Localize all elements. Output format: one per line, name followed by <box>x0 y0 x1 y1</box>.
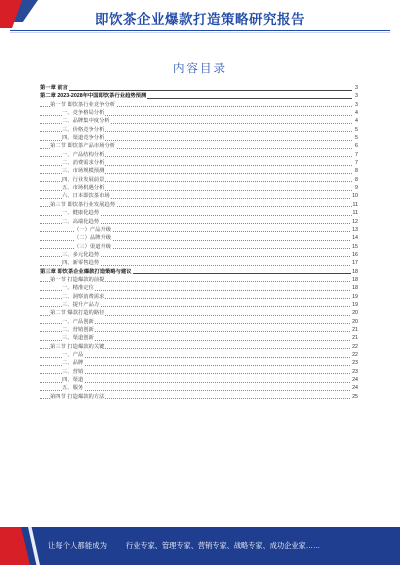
toc-entry-page: 22 <box>352 343 358 350</box>
footer-stripe <box>28 527 40 565</box>
toc-entry-page: 18 <box>352 276 358 283</box>
toc-entry-page: 23 <box>352 368 358 375</box>
toc-entry-label: 三、营销 <box>62 368 84 375</box>
toc-entry-label: 三、渠道创新 <box>62 335 94 342</box>
toc-entry-page: 4 <box>355 110 358 117</box>
toc-entry-page: 11 <box>352 201 358 208</box>
toc-leader <box>40 365 352 366</box>
toc-entry[interactable] <box>40 318 358 326</box>
toc-entry[interactable] <box>40 368 358 376</box>
toc-entry[interactable] <box>40 201 358 209</box>
toc-entry[interactable] <box>40 384 358 392</box>
toc-entry-label: 五、服务 <box>62 385 84 392</box>
toc-entry-label: 第一章 前言 <box>40 85 68 91</box>
toc-entry[interactable] <box>40 251 358 259</box>
toc-entry-page: 21 <box>352 335 358 342</box>
toc-entry-label: 第四节 打造爆款的方法 <box>50 393 105 400</box>
footer-red-accent <box>0 527 30 565</box>
toc-entry-label: 二、营销创新 <box>62 326 94 333</box>
header-rule-light <box>10 32 390 33</box>
toc-entry[interactable] <box>40 184 358 192</box>
toc-entry-page: 3 <box>355 101 358 108</box>
toc-entry[interactable] <box>40 101 358 109</box>
toc-entry-label: 四、渠道 <box>62 377 84 384</box>
page-header <box>0 0 400 42</box>
toc-entry[interactable] <box>40 151 358 159</box>
toc-entry[interactable] <box>40 209 358 217</box>
toc-entry-label: 四、新零售趋势 <box>62 260 100 267</box>
toc-entry-page: 17 <box>352 260 358 267</box>
toc-entry[interactable] <box>40 134 358 142</box>
toc-entry[interactable] <box>40 351 358 359</box>
toc-entry-label: 四、行业发展前景 <box>62 176 105 183</box>
toc-entry-label: （二）品牌升级 <box>74 235 112 242</box>
toc-entry-page: 3 <box>355 85 358 91</box>
toc-entry-page: 10 <box>352 193 358 200</box>
toc-entry[interactable] <box>40 259 358 267</box>
toc-entry[interactable] <box>40 293 358 301</box>
toc-entry[interactable] <box>40 326 358 334</box>
toc-leader <box>40 373 352 374</box>
toc-entry-page: 9 <box>355 185 358 192</box>
toc-entry-label: 一、产品 <box>62 352 84 358</box>
toc-entry-page: 24 <box>352 377 358 384</box>
toc-entry-label: 第三章 即饮茶企业爆款打造策略与建议 <box>40 268 132 275</box>
toc-entry[interactable] <box>40 234 358 242</box>
toc-entry-page: 13 <box>352 226 358 233</box>
toc-leader <box>40 90 352 91</box>
toc-entry[interactable] <box>40 176 358 184</box>
toc-entry[interactable] <box>40 334 358 342</box>
toc-entry-label: 一、竞争格局分析 <box>62 110 105 117</box>
toc-entry-label: 一、产品创新 <box>62 318 94 325</box>
toc-entry-page: 15 <box>352 243 358 250</box>
footer-slogan: 让每个人都能成为 <box>48 541 108 550</box>
toc-entry[interactable] <box>40 84 358 92</box>
toc-entry-label: 第三节 即饮茶行业发展趋势 <box>50 201 116 208</box>
toc-entry-page: 20 <box>352 310 358 317</box>
toc-entry-page: 19 <box>352 293 358 300</box>
toc-entry-page: 5 <box>355 126 358 133</box>
toc-entry-label: 第三节 打造爆款的关键 <box>50 343 105 350</box>
toc-entry-page: 7 <box>355 151 358 158</box>
report-title: 即饮茶企业爆款打造策略研究报告 <box>95 12 305 27</box>
toc-entry-label: 一、产品结构分析 <box>62 151 105 158</box>
toc-entry[interactable] <box>40 309 358 317</box>
toc-entry-page: 22 <box>352 352 358 358</box>
toc-heading: 内容目录 <box>173 63 227 75</box>
toc-entry[interactable] <box>40 343 358 351</box>
table-of-contents <box>40 84 358 401</box>
toc-entry[interactable] <box>40 117 358 125</box>
toc-entry-page: 25 <box>352 393 358 400</box>
toc-entry-page: 20 <box>352 318 358 325</box>
toc-entry-label: 二、品牌 <box>62 360 84 367</box>
toc-entry[interactable] <box>40 301 358 309</box>
toc-entry-label: 第一节 即饮茶行业竞争分析 <box>50 101 116 108</box>
toc-entry[interactable] <box>40 276 358 284</box>
toc-entry-label: 六、日本即饮茶市场 <box>62 193 110 200</box>
toc-entry-label: 第二章 2023-2028年中国即饮茶行业趋势预测 <box>40 93 147 100</box>
toc-entry[interactable] <box>40 376 358 384</box>
toc-entry-page: 23 <box>352 360 358 367</box>
toc-entry-label: 二、高端化趋势 <box>62 218 100 225</box>
toc-entry[interactable] <box>40 393 358 401</box>
toc-entry-page: 16 <box>352 251 358 258</box>
toc-entry-page: 8 <box>355 168 358 175</box>
toc-entry[interactable] <box>40 126 358 134</box>
toc-entry[interactable] <box>40 218 358 226</box>
toc-entry-label: 第一节 打造爆款的前提 <box>50 276 105 283</box>
toc-entry[interactable] <box>40 359 358 367</box>
toc-leader <box>40 357 352 358</box>
toc-entry-label: 三、价格竞争分析 <box>62 126 105 133</box>
toc-entry-page: 14 <box>352 235 358 242</box>
toc-entry[interactable] <box>40 92 358 100</box>
toc-entry-page: 18 <box>352 285 358 292</box>
toc-entry-label: 二、洞察消费需求 <box>62 293 105 300</box>
toc-entry-label: 二、品牌集中度分析 <box>62 118 110 125</box>
toc-entry[interactable] <box>40 109 358 117</box>
toc-entry[interactable] <box>40 159 358 167</box>
toc-leader <box>40 390 352 391</box>
toc-entry-label: 四、渠道竞争分析 <box>62 135 105 142</box>
toc-entry-page: 5 <box>355 135 358 142</box>
toc-entry-label: 三、多元化趋势 <box>62 251 100 258</box>
toc-entry-label: 五、市场机遇分析 <box>62 185 105 192</box>
header-rule <box>10 30 390 31</box>
toc-entry-page: 6 <box>355 143 358 150</box>
toc-entry-page: 18 <box>352 268 358 275</box>
toc-entry-page: 8 <box>355 176 358 183</box>
toc-entry-label: （三）渠道升级 <box>74 243 112 250</box>
toc-leader <box>40 382 352 383</box>
toc-entry[interactable] <box>40 142 358 150</box>
toc-entry[interactable] <box>40 284 358 292</box>
footer-roles: 行业专家、管理专家、营销专家、战略专家、成功企业家…… <box>126 541 321 550</box>
toc-entry[interactable] <box>40 167 358 175</box>
toc-entry-page: 12 <box>352 218 358 225</box>
toc-entry[interactable] <box>40 226 358 234</box>
toc-entry-page: 24 <box>352 385 358 392</box>
toc-entry-page: 19 <box>352 301 358 308</box>
toc-entry-label: 第二节 即饮茶产品市场分析 <box>50 143 116 150</box>
toc-entry-label: 三、提升产品力 <box>62 301 100 308</box>
toc-entry-label: 一、健康化趋势 <box>62 210 100 217</box>
page-footer <box>0 527 400 565</box>
toc-entry[interactable] <box>40 268 358 276</box>
toc-entry-page: 21 <box>352 326 358 333</box>
toc-entry-label: 一、精准定位 <box>62 285 94 292</box>
toc-entry-label: 三、市场规模预测 <box>62 168 105 175</box>
toc-entry-page: 4 <box>355 118 358 125</box>
toc-entry[interactable] <box>40 192 358 200</box>
toc-entry-label: 第二节 爆款打造的路径 <box>50 310 105 317</box>
toc-entry-label: 二、消费需求分析 <box>62 160 105 167</box>
toc-entry-label: （一）产品升级 <box>74 226 112 233</box>
toc-entry-page: 11 <box>352 210 358 217</box>
toc-entry[interactable] <box>40 243 358 251</box>
toc-entry-page: 7 <box>355 160 358 167</box>
toc-entry-page: 3 <box>355 93 358 100</box>
